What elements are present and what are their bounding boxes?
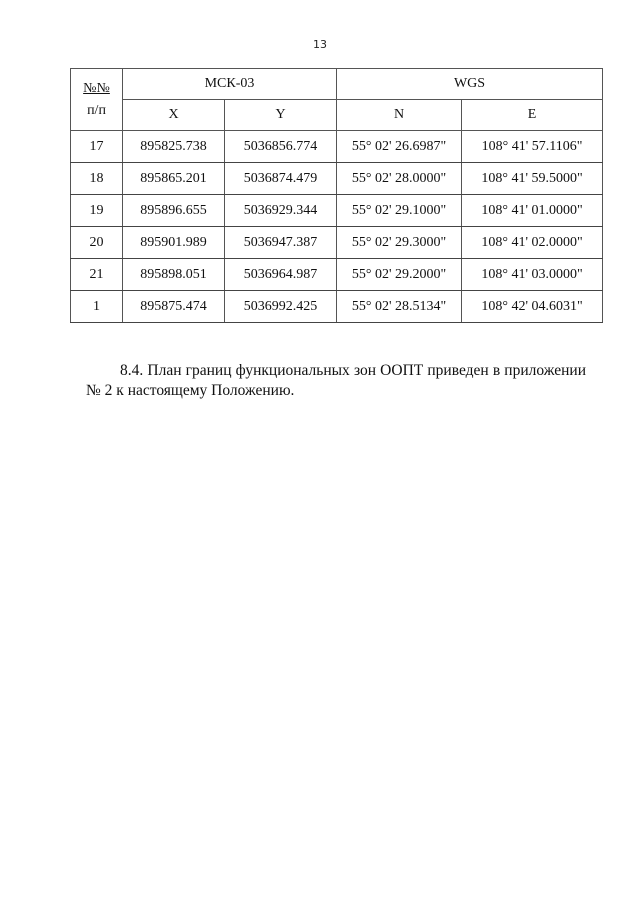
cell-x: 895898.051 xyxy=(123,259,225,291)
cell-num: 20 xyxy=(71,227,123,259)
header-col-x: X xyxy=(123,100,225,131)
cell-n: 55° 02' 28.0000" xyxy=(337,163,462,195)
cell-num: 19 xyxy=(71,195,123,227)
header-number-symbol: №№ xyxy=(83,80,110,96)
cell-e: 108° 41' 03.0000" xyxy=(462,259,603,291)
header-number-cell xyxy=(71,69,123,131)
cell-x: 895825.738 xyxy=(123,131,225,163)
cell-e: 108° 41' 57.1106" xyxy=(462,131,603,163)
header-number-pp: п/п xyxy=(87,102,106,118)
header-group-msk: МСК-03 xyxy=(123,69,337,100)
cell-y: 5036856.774 xyxy=(225,131,337,163)
table-row xyxy=(71,259,603,291)
cell-num: 21 xyxy=(71,259,123,291)
table-row xyxy=(71,291,603,323)
cell-y: 5036964.987 xyxy=(225,259,337,291)
table-row xyxy=(71,131,603,163)
cell-num: 17 xyxy=(71,131,123,163)
cell-n: 55° 02' 26.6987" xyxy=(337,131,462,163)
cell-n: 55° 02' 28.5134" xyxy=(337,291,462,323)
table-header-row-groups xyxy=(71,69,603,100)
header-col-e: E xyxy=(462,100,603,131)
cell-e: 108° 41' 01.0000" xyxy=(462,195,603,227)
cell-n: 55° 02' 29.2000" xyxy=(337,259,462,291)
cell-y: 5036992.425 xyxy=(225,291,337,323)
cell-num: 1 xyxy=(71,291,123,323)
body-paragraph: 8.4. План границ функциональных зон ООПТ приведен в приложении № 2 к настоящему Положению. xyxy=(86,361,586,399)
header-col-n: N xyxy=(337,100,462,131)
cell-x: 895865.201 xyxy=(123,163,225,195)
cell-y: 5036874.479 xyxy=(225,163,337,195)
cell-num: 18 xyxy=(71,163,123,195)
cell-n: 55° 02' 29.1000" xyxy=(337,195,462,227)
coordinates-table xyxy=(70,68,603,323)
cell-x: 895896.655 xyxy=(123,195,225,227)
table-row xyxy=(71,195,603,227)
cell-y: 5036947.387 xyxy=(225,227,337,259)
cell-x: 895875.474 xyxy=(123,291,225,323)
header-group-wgs: WGS xyxy=(337,69,603,100)
table-row xyxy=(71,227,603,259)
cell-y: 5036929.344 xyxy=(225,195,337,227)
cell-e: 108° 42' 04.6031" xyxy=(462,291,603,323)
table-row xyxy=(71,163,603,195)
cell-x: 895901.989 xyxy=(123,227,225,259)
table-header-row-columns xyxy=(71,100,603,131)
header-col-y: Y xyxy=(225,100,337,131)
cell-n: 55° 02' 29.3000" xyxy=(337,227,462,259)
cell-e: 108° 41' 02.0000" xyxy=(462,227,603,259)
page-number: 13 xyxy=(313,38,327,51)
cell-e: 108° 41' 59.5000" xyxy=(462,163,603,195)
